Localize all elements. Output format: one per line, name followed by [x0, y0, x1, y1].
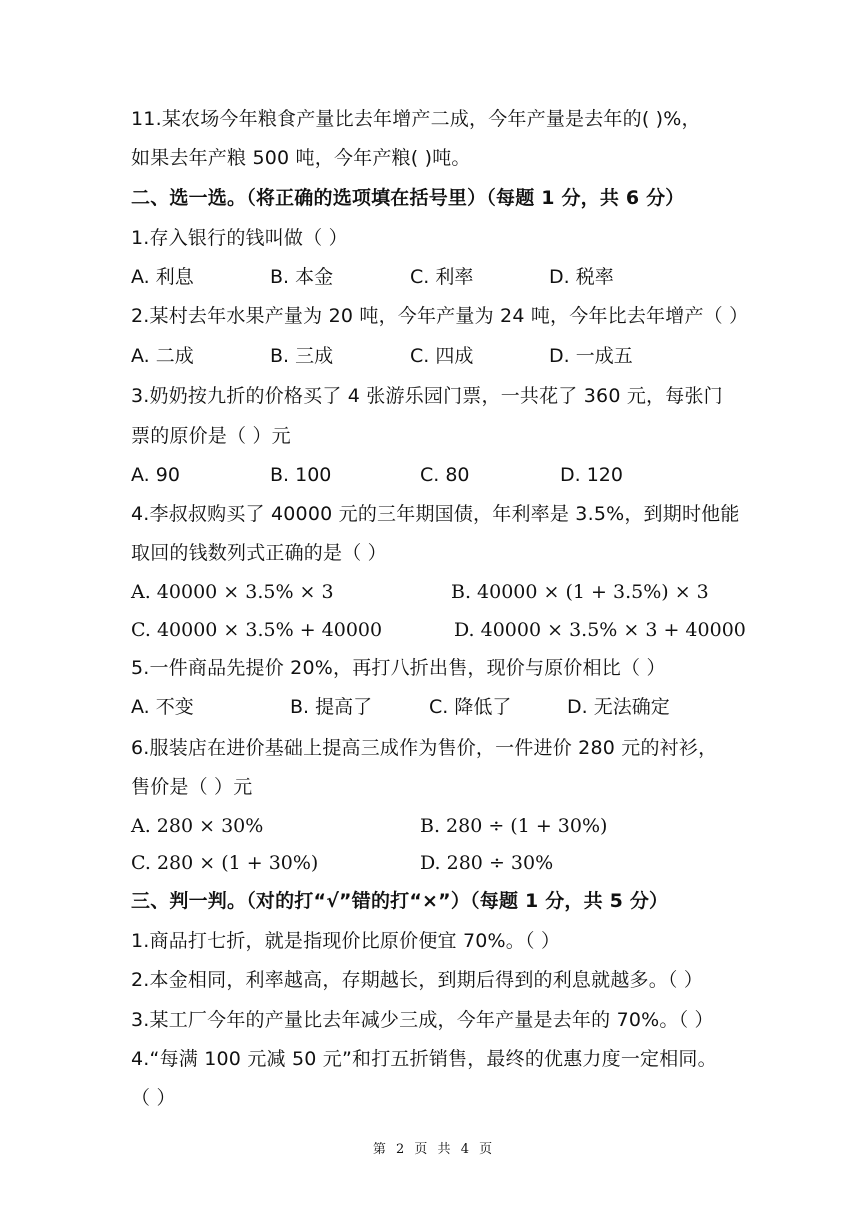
- s2-q6-option-c: C. 280 × (1 + 30%): [131, 852, 319, 874]
- s2-q3-line1: 3.奶奶按九折的价格买了 4 张游乐园门票，一共花了 360 元，每张门: [131, 385, 723, 407]
- s2-q1-option-a: A. 利息: [131, 266, 194, 288]
- s2-q5-option-a: A. 不变: [131, 696, 194, 718]
- s3-item-2: 2.本金相同，利率越高，存期越长，到期后得到的利息就越多。（ ）: [131, 969, 704, 991]
- s2-q2-option-d: D. 一成五: [549, 345, 633, 367]
- s2-q6-option-d: D. 280 ÷ 30%: [420, 852, 554, 874]
- section2-heading: 二、选一选。（将正确的选项填在括号里）（每题 1 分，共 6 分）: [131, 187, 685, 209]
- s2-q4-option-a: A. 40000 × 3.5% × 3: [131, 581, 334, 603]
- s3-item-1: 1.商品打七折，就是指现价比原价便宜 70%。（ ）: [131, 930, 561, 952]
- s2-q2-option-c: C. 四成: [410, 345, 474, 367]
- s2-q3-option-d: D. 120: [560, 464, 623, 486]
- s2-q6-line2: 售价是（ ）元: [131, 776, 253, 798]
- s2-q6-option-b: B. 280 ÷ (1 + 30%): [420, 815, 608, 837]
- s2-q5-option-c: C. 降低了: [429, 696, 512, 718]
- s2-q4-option-c: C. 40000 × 3.5% + 40000: [131, 619, 383, 641]
- s2-q4-line2: 取回的钱数列式正确的是（ ）: [131, 542, 387, 564]
- s2-q3-line2: 票的原价是（ ）元: [131, 425, 291, 447]
- s3-item-4-tail: （ ）: [131, 1087, 176, 1109]
- s3-item-4: 4.“每满 100 元减 50 元”和打五折销售，最终的优惠力度一定相同。: [131, 1048, 717, 1070]
- s2-q1-option-c: C. 利率: [410, 266, 474, 288]
- s2-q2-option-b: B. 三成: [270, 345, 334, 367]
- s3-item-3: 3.某工厂今年的产量比去年减少三成，今年产量是去年的 70%。（ ）: [131, 1009, 714, 1031]
- s2-q1-option-d: D. 税率: [549, 266, 614, 288]
- s2-q5-option-d: D. 无法确定: [567, 696, 670, 718]
- s2-q3-option-b: B. 100: [270, 464, 332, 486]
- s2-q1-text: 1.存入银行的钱叫做（ ）: [131, 227, 348, 249]
- s2-q6-option-a: A. 280 × 30%: [131, 815, 264, 837]
- s2-q4-line1: 4.李叔叔购买了 40000 元的三年期国债，年利率是 3.5%，到期时他能: [131, 503, 740, 525]
- s2-q5-option-b: B. 提高了: [290, 696, 373, 718]
- s2-q3-option-a: A. 90: [131, 464, 180, 486]
- page-footer: 第 2 页 共 4 页: [372, 1142, 496, 1157]
- s2-q2-text: 2.某村去年水果产量为 20 吨，今年产量为 24 吨，今年比去年增产（ ）: [131, 305, 749, 327]
- s2-q1-option-b: B. 本金: [270, 266, 334, 288]
- s2-q4-option-b: B. 40000 × (1 + 3.5%) × 3: [451, 581, 709, 603]
- s2-q2-option-a: A. 二成: [131, 345, 194, 367]
- q11-line2: 如果去年产粮 500 吨，今年产粮( )吨。: [131, 147, 471, 169]
- q11-line1: 11.某农场今年粮食产量比去年增产二成，今年产量是去年的( )%，: [131, 108, 701, 130]
- s2-q4-option-d: D. 40000 × 3.5% × 3 + 40000: [454, 619, 746, 641]
- s2-q6-line1: 6.服装店在进价基础上提高三成作为售价，一件进价 280 元的衬衫，: [131, 737, 718, 759]
- s2-q5-text: 5.一件商品先提价 20%，再打八折出售，现价与原价相比（ ）: [131, 657, 666, 679]
- section3-heading: 三、判一判。（对的打“√”错的打“×”）（每题 1 分，共 5 分）: [131, 890, 669, 912]
- s2-q3-option-c: C. 80: [420, 464, 470, 486]
